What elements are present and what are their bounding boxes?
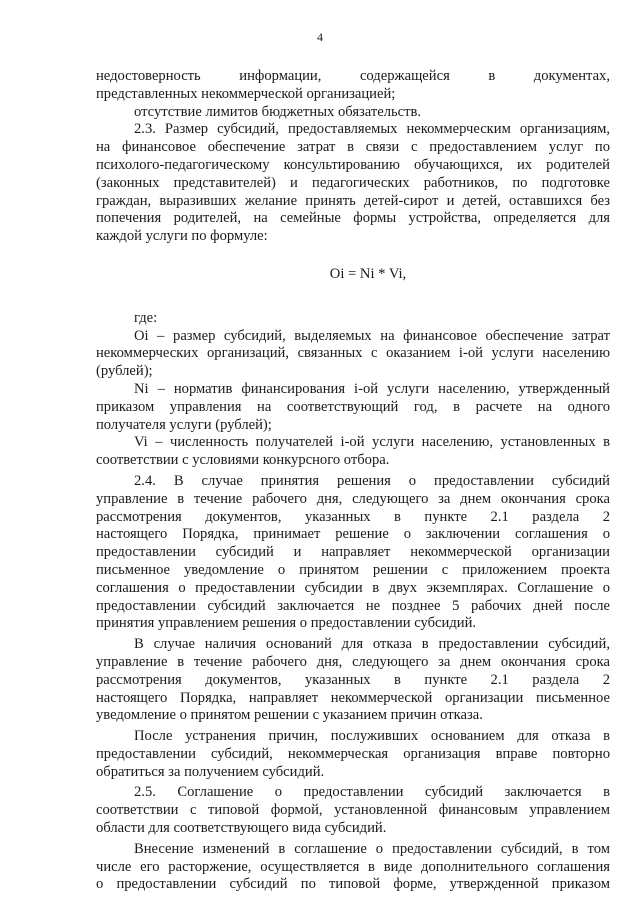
text-line: граждан, выразивших желание принять детей-сирот и детей, оставшихся без xyxy=(96,192,610,209)
text-line: принятия управлением решения о предоставлении субсидий. xyxy=(96,615,477,632)
definition-vi: Vi – численность получателей i-ой услуги населению, установленных в xyxy=(134,434,610,451)
text-line: (законных представителей) и педагогических работников, по подготовке xyxy=(96,174,610,191)
text-line: рассмотрения документов, указанных в пункте 2.1 раздела 2 xyxy=(96,671,610,688)
paragraph-amendment-start: Внесение изменений в соглашение о предоставлении субсидий, в том xyxy=(134,840,610,857)
paragraph-refusal-start: В случае наличия оснований для отказа в предоставлении субсидий, xyxy=(134,636,610,653)
text-line: недостоверность информации, содержащейся в документах, xyxy=(96,68,610,84)
text-line: соответствии с условиями конкурсного отбора. xyxy=(96,452,390,469)
text-line: где: xyxy=(134,309,158,326)
text-line: настоящего Порядка, направляет некоммерческой организации письменное xyxy=(96,689,610,706)
paragraph-2-3-start: 2.3. Размер субсидий, предоставляемых некоммерческим организациям, xyxy=(134,121,610,138)
definition-oi: Oi – размер субсидий, выделяемых на финансовое обеспечение затрат xyxy=(134,327,610,344)
paragraph-2-5-start: 2.5. Соглашение о предоставлении субсидий заключается в xyxy=(134,784,610,801)
text-line: отсутствие лимитов бюджетных обязательств. xyxy=(134,103,422,120)
text-line: представленных некоммерческой организацией; xyxy=(96,85,396,102)
text-line: попечения родителей, на семейные формы устройства, определяется для xyxy=(96,210,610,227)
definition-ni: Ni – норматив финансирования i-ой услуги населению, утвержденный xyxy=(134,380,610,397)
paragraph-2-4-start: 2.4. В случае принятия решения о предоставлении субсидий xyxy=(134,472,610,489)
text-line: области для соответствующего вида субсидий. xyxy=(96,820,387,837)
text-line: уведомление о принятом решении с указанием причин отказа. xyxy=(96,707,483,724)
text-line: получателя услуги (рублей); xyxy=(96,416,272,433)
paragraph-reapply-start: После устранения причин, послуживших основанием для отказа в xyxy=(134,728,610,745)
text-line: (рублей); xyxy=(96,363,153,380)
text-line: некоммерческих организаций, связанных с оказанием i-ой услуги населению xyxy=(96,345,610,362)
text-line: обратиться за получением субсидий. xyxy=(96,763,325,780)
text-line: приказом управления на соответствующий год, в расчете на одного xyxy=(96,398,610,415)
text-line: числе его расторжение, осуществляется в виде дополнительного соглашения xyxy=(96,858,610,875)
text-line: на финансовое обеспечение затрат в связи с предоставлением услуг по xyxy=(96,139,610,156)
text-line: управление в течение рабочего дня, следующего за днем окончания срока xyxy=(96,490,610,507)
text-line: каждой услуги по формуле: xyxy=(96,228,268,245)
text-line: рассмотрения документов, указанных в пункте 2.1 раздела 2 xyxy=(96,508,610,525)
formula: Oi = Ni * Vi, xyxy=(329,265,407,282)
text-line: психолого-педагогическому консультированию обучающихся, их родителей xyxy=(96,156,610,173)
text-line: соглашения о предоставлении субсидии в двух экземплярах. Соглашение о xyxy=(96,579,610,596)
text-line: предоставлении субсидий заключается не позднее 5 рабочих дней после xyxy=(96,597,610,614)
text-line: предоставлении субсидий и направляет некоммерческой организации xyxy=(96,544,610,561)
text-line: управление в течение рабочего дня, следующего за днем окончания срока xyxy=(96,653,610,670)
text-line: письменное уведомление о принятом решении с приложением проекта xyxy=(96,561,610,578)
text-line: предоставлении субсидий, некоммерческая организация вправе повторно xyxy=(96,745,610,762)
document-body xyxy=(96,68,610,894)
text-line: о предоставлении субсидий по типовой форме, утвержденной приказом xyxy=(96,876,610,893)
text-line: соответствии с типовой формой, установленной финансовым управлением xyxy=(96,802,610,819)
page-number: 4 xyxy=(317,30,323,44)
text-line: настоящего Порядка, принимает решение о заключении соглашения о xyxy=(96,526,610,543)
